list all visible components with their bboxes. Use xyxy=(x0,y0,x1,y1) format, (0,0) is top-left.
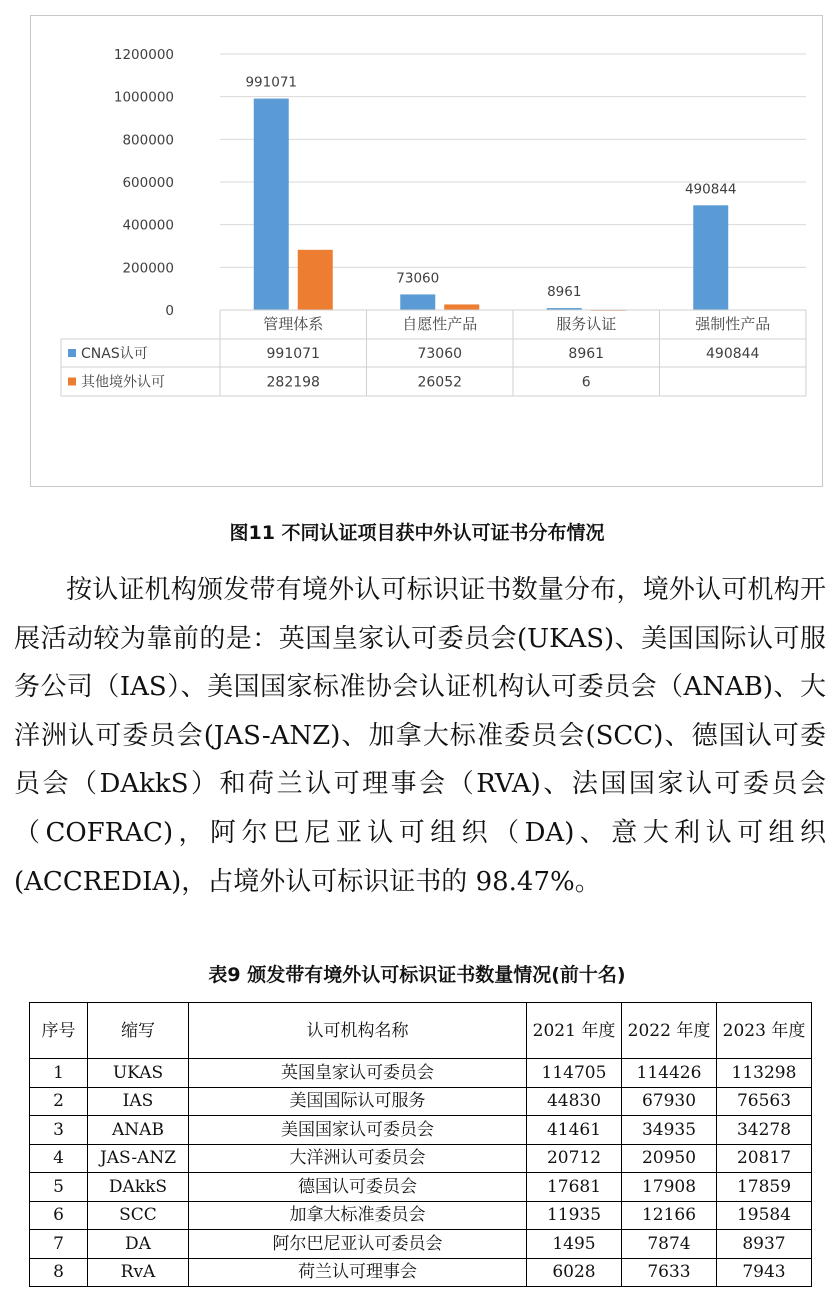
cell-index: 4 xyxy=(30,1144,88,1173)
data-label: 991071 xyxy=(245,74,298,91)
cell-2021: 1495 xyxy=(527,1230,622,1259)
cell-2022: 34935 xyxy=(622,1116,717,1145)
cell-2023: 8937 xyxy=(717,1230,812,1259)
data-table-value: 282198 xyxy=(266,374,320,391)
cell-2023: 7943 xyxy=(717,1258,812,1287)
cell-2023: 20817 xyxy=(717,1144,812,1173)
cell-2021: 6028 xyxy=(527,1258,622,1287)
cell-org-name: 德国认可委员会 xyxy=(189,1173,527,1202)
data-table-value: 26052 xyxy=(417,374,463,391)
bar-other-1 xyxy=(444,304,479,310)
table-row xyxy=(30,1230,812,1259)
y-tick-label: 600000 xyxy=(122,175,174,191)
header-2023: 2023 年度 xyxy=(717,1003,812,1059)
cell-org-name: 阿尔巴尼亚认可委员会 xyxy=(189,1230,527,1259)
cell-org-name: 荷兰认可理事会 xyxy=(189,1258,527,1287)
cell-abbreviation: ANAB xyxy=(88,1116,189,1145)
y-tick-label: 1200000 xyxy=(113,47,174,63)
series-name: 其他境外认可 xyxy=(81,374,165,391)
table-row xyxy=(30,1173,812,1202)
cell-2023: 17859 xyxy=(717,1173,812,1202)
cell-abbreviation: DAkkS xyxy=(88,1173,189,1202)
cell-2022: 17908 xyxy=(622,1173,717,1202)
cell-2021: 44830 xyxy=(527,1087,622,1116)
body-paragraph: 按认证机构颁发带有境外认可标识证书数量分布，境外认可机构开展活动较为靠前的是：英国皇家认可委员会(UKAS)、美国国际认可服务公司（IAS）、美国国家标准协会认证机构认可委员会（ANAB)、大洋洲认可委员会(JAS-ANZ)、加拿大标准委员会(SCC)、德国认可委员会（DAkkS）和荷兰认可理事会（RVA)、法国国家认可委员会（COFRAC)，阿尔巴尼亚认可组织（DA)、意大利认可组织(ACCREDIA)，占境外认可标识证书的 98.47%。 xyxy=(14,575,826,897)
data-table-value: 6 xyxy=(581,374,591,391)
cell-org-name: 美国国家认可委员会 xyxy=(189,1116,527,1145)
bar-cnas-0 xyxy=(254,99,289,310)
category-label: 自愿性产品 xyxy=(402,315,478,333)
cell-2021: 41461 xyxy=(527,1116,622,1145)
table-row xyxy=(30,1201,812,1230)
cell-index: 7 xyxy=(30,1230,88,1259)
table-caption: 表9 颁发带有境外认可标识证书数量情况(前十名) xyxy=(208,964,626,986)
category-label: 服务认证 xyxy=(556,315,617,333)
y-tick-label: 1000000 xyxy=(113,89,174,106)
cell-index: 3 xyxy=(30,1116,88,1145)
bar-other-0 xyxy=(298,250,333,310)
data-table-value: 490844 xyxy=(706,346,760,362)
cell-index: 8 xyxy=(30,1258,88,1287)
cell-2022: 114426 xyxy=(622,1059,717,1088)
cell-abbreviation: IAS xyxy=(88,1087,189,1116)
table-row xyxy=(30,1059,812,1088)
cell-index: 2 xyxy=(30,1087,88,1116)
data-label: 490844 xyxy=(684,181,737,198)
cell-org-name: 英国皇家认可委员会 xyxy=(189,1059,527,1088)
legend-key-cnas xyxy=(68,349,76,357)
cell-2022: 7874 xyxy=(622,1230,717,1259)
table-row xyxy=(30,1087,812,1116)
bar-cnas-3 xyxy=(693,205,728,310)
data-table-value: 991071 xyxy=(266,346,320,362)
bar-chart xyxy=(31,16,824,488)
table-row xyxy=(30,1258,812,1287)
table-header-row xyxy=(30,1003,812,1059)
header-2022: 2022 年度 xyxy=(622,1003,717,1059)
header-org-name: 认可机构名称 xyxy=(189,1003,527,1059)
cell-index: 5 xyxy=(30,1173,88,1202)
y-tick-label: 200000 xyxy=(122,260,174,277)
y-tick-label: 400000 xyxy=(122,217,174,234)
cell-abbreviation: SCC xyxy=(88,1201,189,1230)
y-tick-label: 800000 xyxy=(122,132,174,149)
cell-2022: 67930 xyxy=(622,1087,717,1116)
table-row xyxy=(30,1116,812,1145)
cell-org-name: 加拿大标准委员会 xyxy=(189,1201,527,1230)
category-label: 管理体系 xyxy=(263,315,324,333)
cell-abbreviation: RvA xyxy=(88,1258,189,1287)
cell-abbreviation: JAS-ANZ xyxy=(88,1144,189,1173)
data-table-value: 8961 xyxy=(568,346,605,362)
cell-abbreviation: UKAS xyxy=(88,1059,189,1088)
header-index: 序号 xyxy=(30,1003,88,1059)
cell-index: 1 xyxy=(30,1059,88,1088)
cell-org-name: 大洋洲认可委员会 xyxy=(189,1144,527,1173)
cell-2021: 11935 xyxy=(527,1201,622,1230)
cell-2021: 17681 xyxy=(527,1173,622,1202)
cell-org-name: 美国国际认可服务 xyxy=(189,1087,527,1116)
figure-caption: 图11 不同认证项目获中外认可证书分布情况 xyxy=(229,522,605,544)
cell-2023: 34278 xyxy=(717,1116,812,1145)
certificate-table xyxy=(29,1002,812,1287)
cell-2023: 76563 xyxy=(717,1087,812,1116)
cell-2022: 20950 xyxy=(622,1144,717,1173)
category-label: 强制性产品 xyxy=(695,315,771,333)
cell-2021: 114705 xyxy=(527,1059,622,1088)
series-name: CNAS认可 xyxy=(81,346,148,362)
header-2021: 2021 年度 xyxy=(527,1003,622,1059)
cell-index: 6 xyxy=(30,1201,88,1230)
data-table-value: 73060 xyxy=(417,346,463,362)
cell-2021: 20712 xyxy=(527,1144,622,1173)
legend-key-other xyxy=(68,378,76,386)
table-body xyxy=(30,1059,812,1287)
cell-2022: 12166 xyxy=(622,1201,717,1230)
chart-frame xyxy=(30,15,823,487)
data-label: 8961 xyxy=(547,284,582,301)
data-label: 73060 xyxy=(396,270,440,287)
table-row xyxy=(30,1144,812,1173)
y-tick-label: 0 xyxy=(165,303,174,319)
cell-2023: 19584 xyxy=(717,1201,812,1230)
cell-2023: 113298 xyxy=(717,1059,812,1088)
cell-2022: 7633 xyxy=(622,1258,717,1287)
bar-cnas-1 xyxy=(400,294,435,310)
header-abbreviation: 缩写 xyxy=(88,1003,189,1059)
cell-abbreviation: DA xyxy=(88,1230,189,1259)
